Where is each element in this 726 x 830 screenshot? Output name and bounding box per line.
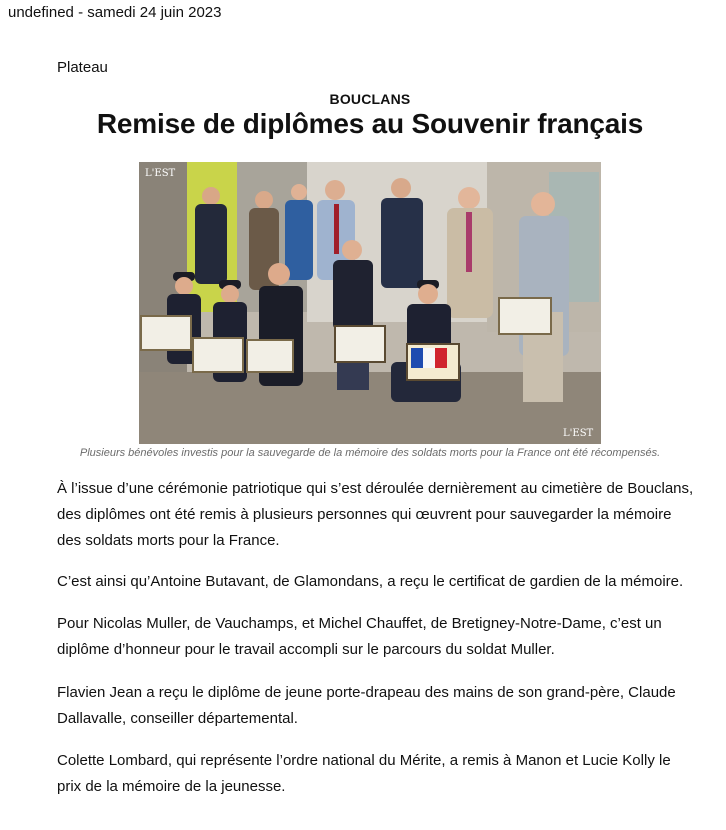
article-title: Remise de diplômes au Souvenir français [96, 108, 644, 139]
article-paragraph: Colette Lombard, qui représente l’ordre national du Mérite, a remis à Manon et Lucie Kolly le prix de la mémoire de la jeunesse. [57, 752, 671, 795]
article-paragraph: C’est ainsi qu’Antoine Butavant, de Glamondans, a reçu le certificat de gardien de la mémoire. [57, 573, 684, 590]
photo-watermark-top: L'EST [145, 168, 176, 179]
article-kicker: BOUCLANS [329, 91, 411, 107]
standing-youth [333, 240, 373, 390]
article-paragraph: Pour Nicolas Muller, de Vauchamps, et Michel Chauffet, de Bretigney-Notre-Dame, c’est un diplôme d’honneur pour le travail accompli sur le parcours du soldat Muller. [57, 615, 662, 658]
article-photo [139, 162, 601, 444]
article-paragraph: À l’issue d’une cérémonie patriotique qui s’est déroulée dernièrement au cimetière de Bouclans, des diplômes ont été remis à plusieurs personnes qui œuvrent pour sauvegarder la mémoire des soldats morts pour la France. [57, 480, 694, 549]
section-label: Plateau [57, 59, 108, 76]
article-paragraph: Flavien Jean a reçu le diplôme de jeune porte-drapeau des mains de son grand-père, Claude Dallavalle, conseiller départemental. [57, 684, 676, 727]
photo-watermark-bottom: L'EST [563, 428, 594, 439]
photo-caption: Plusieurs bénévoles investis pour la sauvegarde de la mémoire des soldats morts pour la France ont été récompensés. [79, 447, 661, 459]
group-photo-illustration [139, 162, 601, 444]
publication-date-line: undefined - samedi 24 juin 2023 [8, 4, 222, 21]
